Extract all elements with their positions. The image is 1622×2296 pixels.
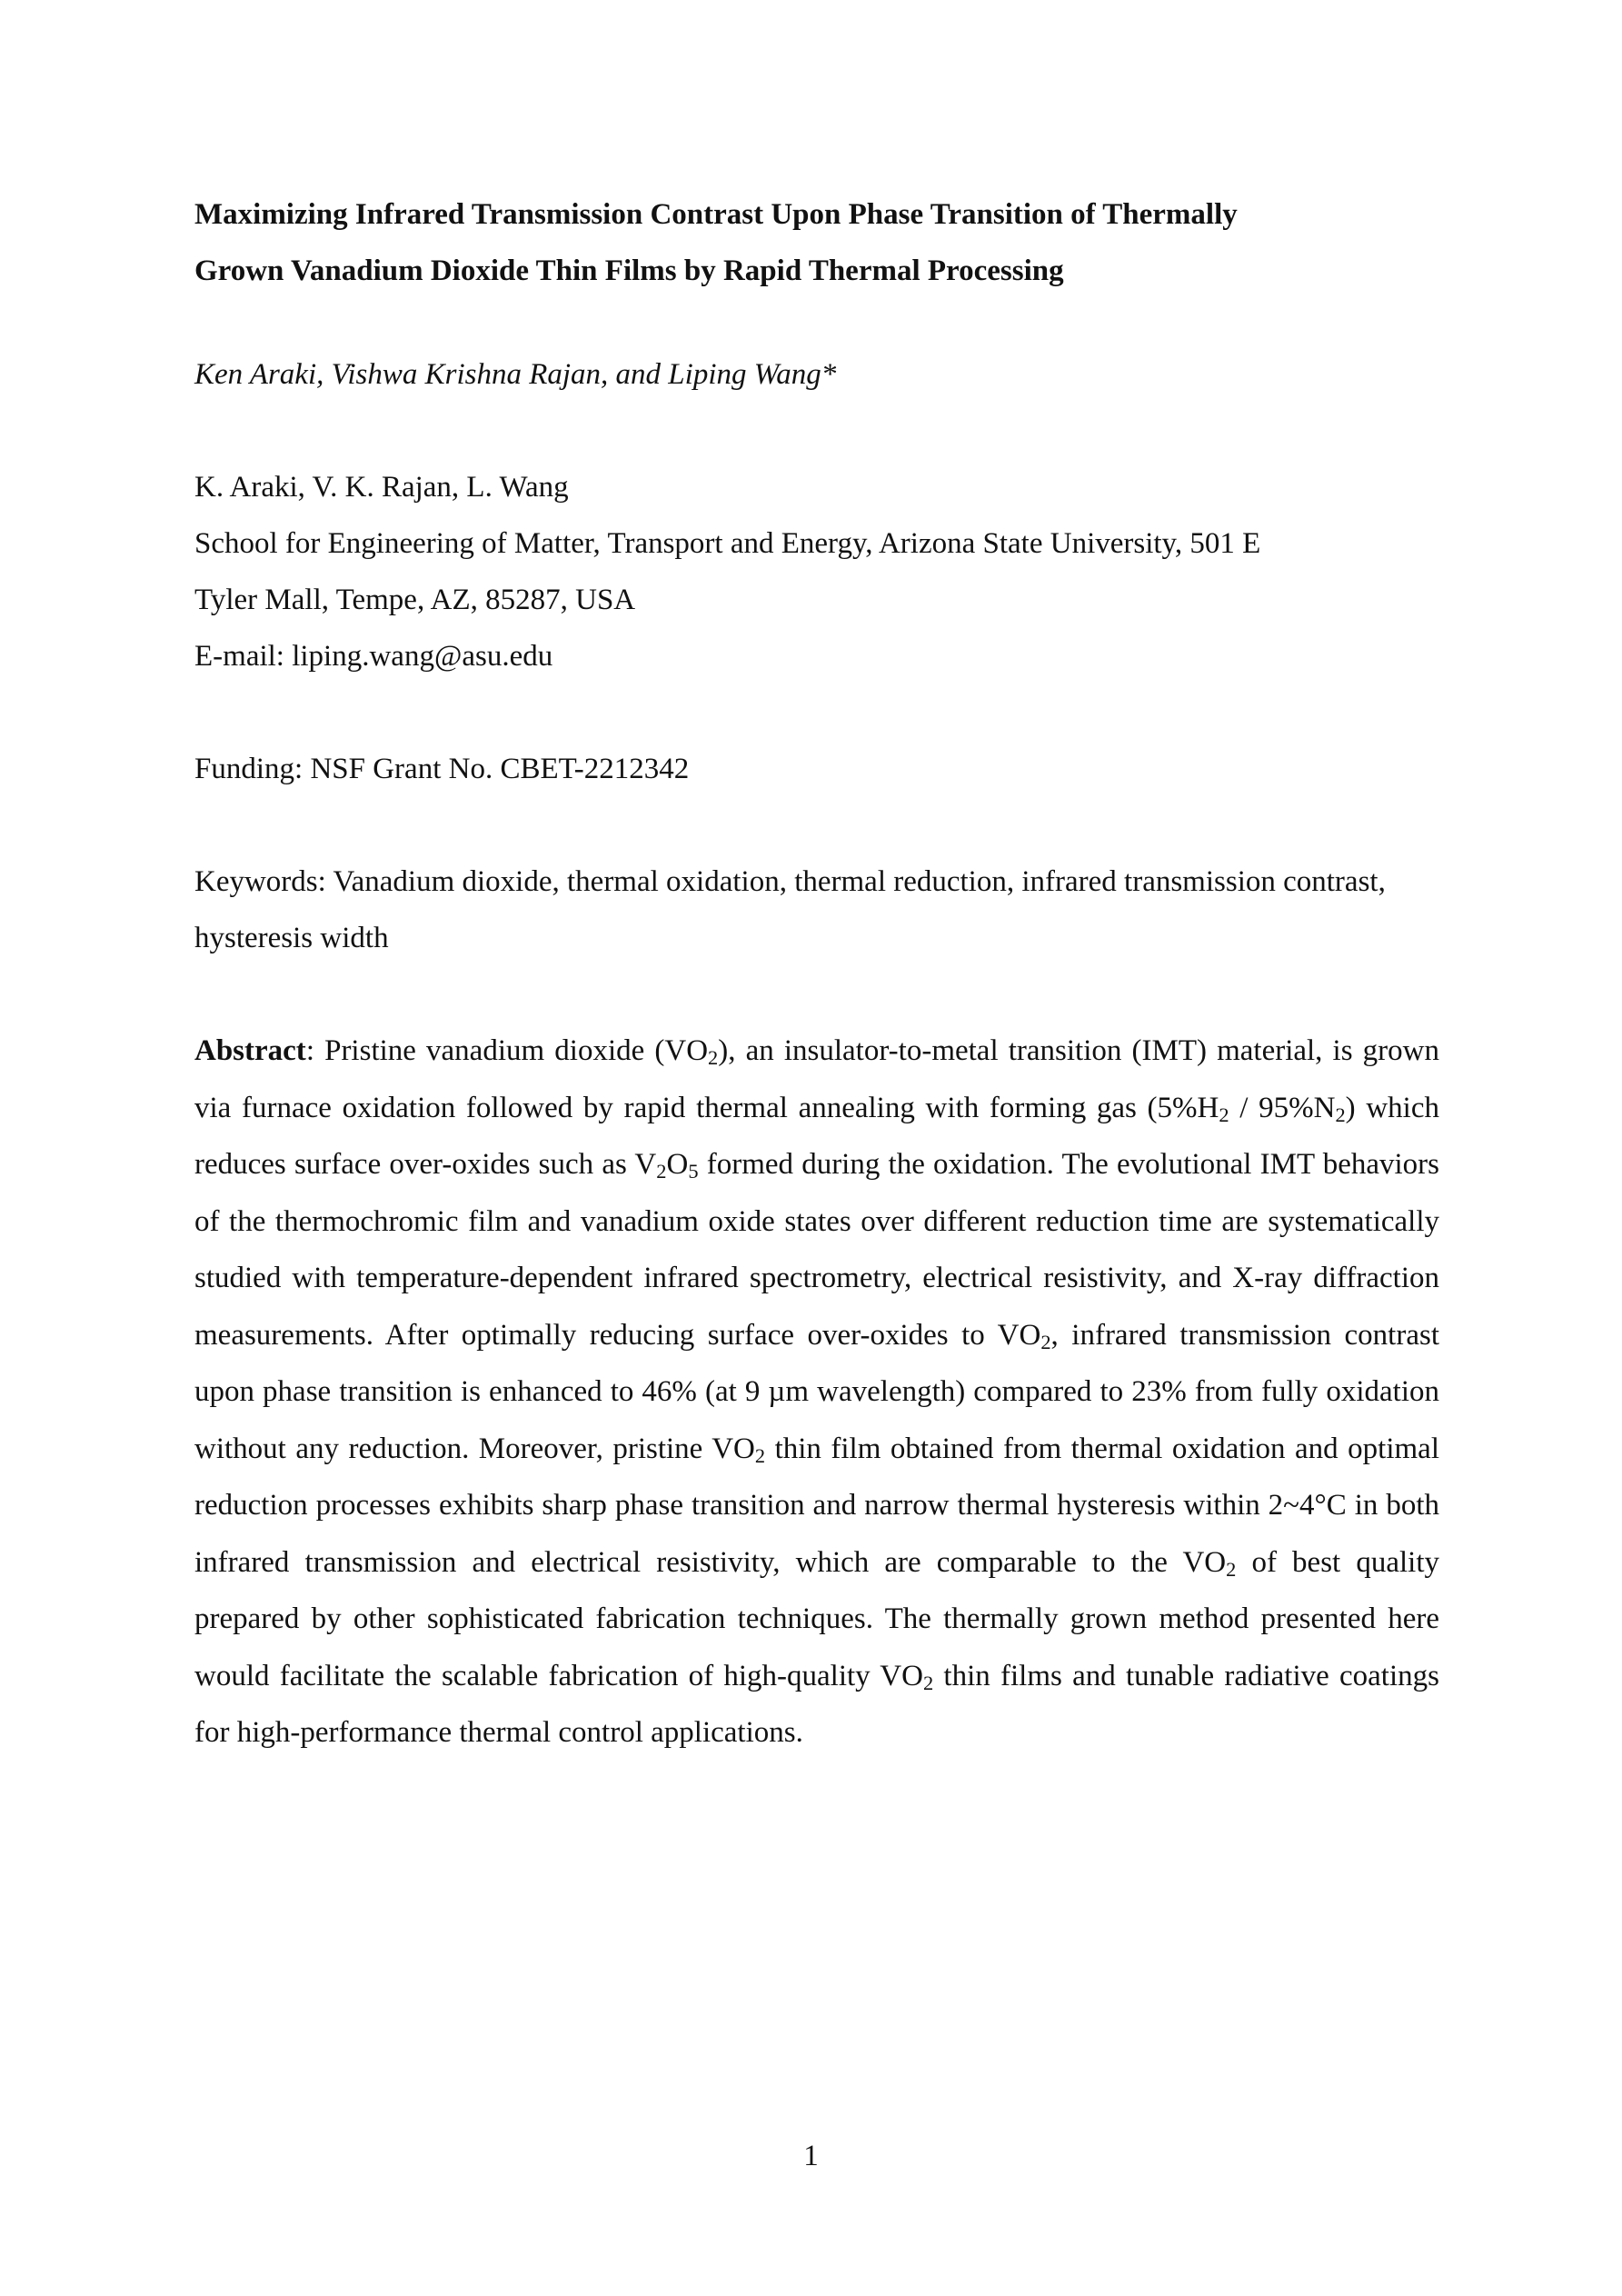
abstract-text: ) which reduces surface over-oxides such as V [194, 1091, 1439, 1181]
paper-title [194, 186, 1439, 299]
contact-email: E-mail: liping.wang@asu.edu [194, 640, 553, 673]
subscript: 2 [922, 1671, 934, 1694]
abstract-text: O [666, 1148, 689, 1181]
affiliation-institution-line-1: School for Engineering of Matter, Transport and Energy, Arizona State University, 501 E [194, 527, 1261, 560]
affiliation-names: K. Araki, V. K. Rajan, L. Wang [194, 471, 569, 504]
author-list: Ken Araki, Vishwa Krishna Rajan, and Liping Wang* [194, 358, 837, 391]
abstract-text: formed during the oxidation. The evolutional IMT behaviors of the thermochromic film and vanadium oxide states over different reduction time are systematically studied with temperature-dependent infrared spectrometry, electrical resistivity, and X-ray diffraction measurements. After optimally reducing surface over-oxides to VO [194, 1148, 1439, 1352]
subscript: 2 [1219, 1103, 1229, 1126]
abstract-text: of best quality prepared by other sophisticated fabrication techniques. The thermally grown method presented here would facilitate the scalable fabrication of high-quality VO [194, 1545, 1439, 1692]
title-line-2: Grown Vanadium Dioxide Thin Films by Rapid Thermal Processing [194, 255, 1064, 287]
abstract-text: thin film obtained from thermal oxidation and optimal reduction processes exhibits sharp phase transition and narrow thermal hysteresis within 2~4°C in both infrared transmission and electrical resistivity, which are comparable to the VO [194, 1432, 1439, 1579]
abstract-text: / 95%N [1229, 1091, 1336, 1124]
abstract-label: Abstract [194, 1034, 306, 1067]
page-number: 1 [803, 2140, 819, 2172]
keywords-section: Keywords: Vanadium dioxide, thermal oxidation, thermal reduction, infrared transmission contrast, hysteresis width [194, 865, 1386, 954]
subscript: 2 [1335, 1103, 1346, 1126]
subscript: 2 [656, 1159, 667, 1183]
affiliation-institution-line-2: Tyler Mall, Tempe, AZ, 85287, USA [194, 584, 636, 616]
abstract-section [194, 1023, 1439, 1762]
subscript: 2 [754, 1443, 766, 1467]
affiliation-block [194, 459, 1439, 684]
subscript: 5 [688, 1159, 699, 1183]
abstract-text: , infrared transmission contrast upon phase transition is enhanced to 46% (at 9 µm wavelength) compared to 23% from fully oxidation without any reduction. Moreover, pristine VO [194, 1318, 1439, 1465]
abstract-text: thin films and tunable radiative coatings for high-performance thermal control applications. [194, 1659, 1439, 1749]
abstract-text: ), an insulator-to-metal transition (IMT) material, is grown via furnace oxidation followed by rapid thermal annealing with forming gas (5%H [194, 1034, 1439, 1124]
page-content [194, 186, 1439, 1762]
funding-statement: Funding: NSF Grant No. CBET-2212342 [194, 753, 690, 785]
subscript: 2 [708, 1045, 719, 1069]
subscript: 2 [1040, 1330, 1051, 1353]
title-line-1: Maximizing Infrared Transmission Contrast Upon Phase Transition of Thermally [194, 198, 1238, 231]
subscript: 2 [1226, 1557, 1237, 1581]
abstract-text: : Pristine vanadium dioxide (VO [305, 1034, 709, 1067]
